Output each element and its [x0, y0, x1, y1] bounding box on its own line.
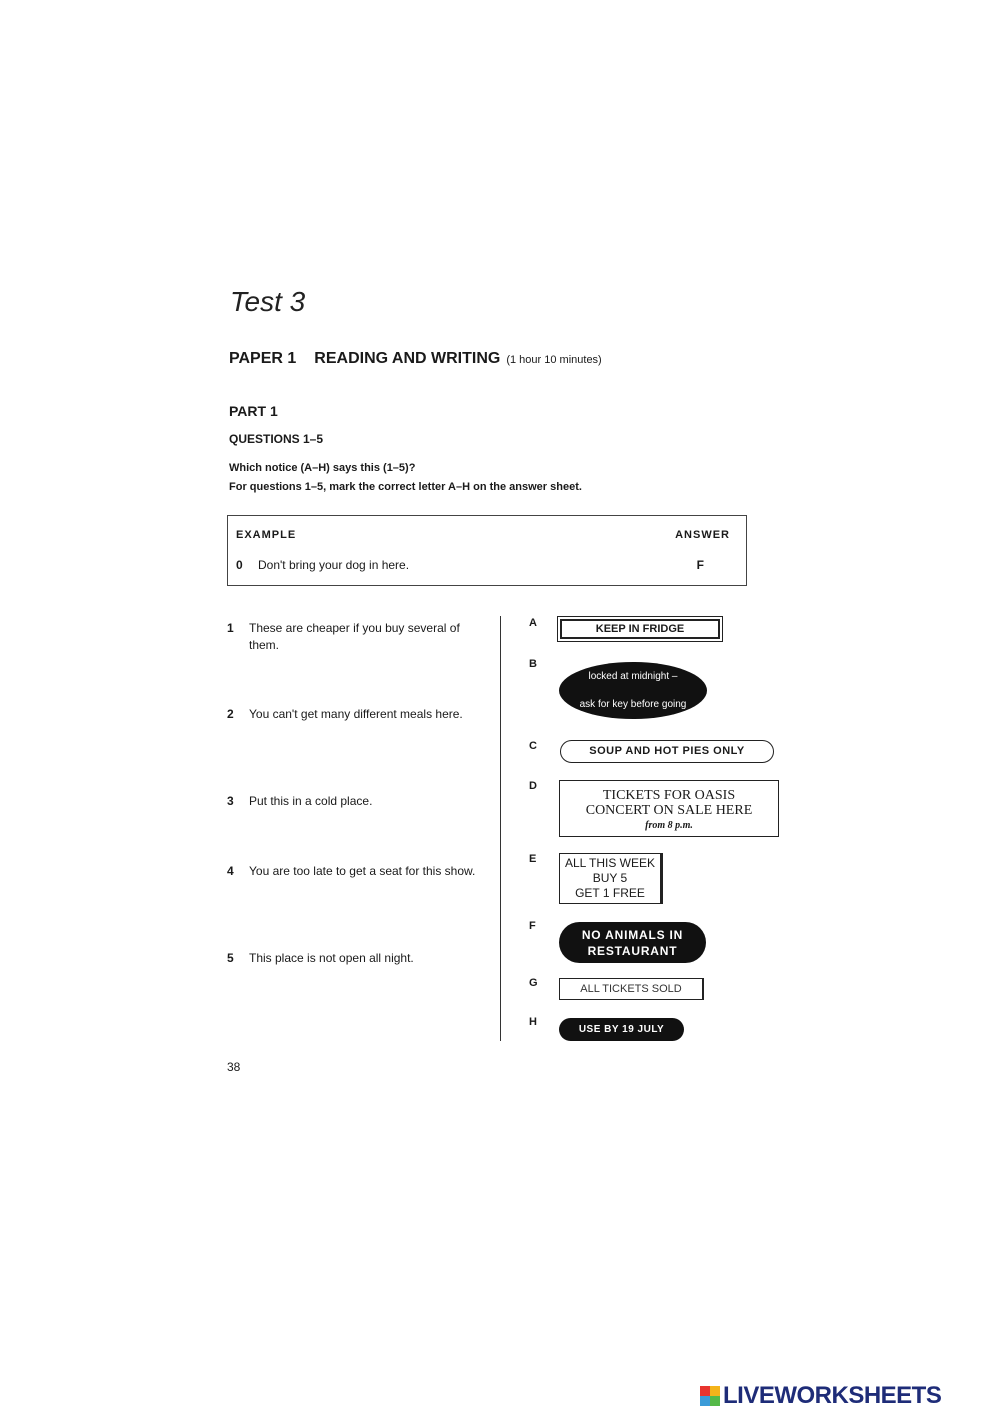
notice-letter: B	[529, 658, 537, 670]
question-number: 4	[227, 864, 234, 878]
question-number: 3	[227, 794, 234, 808]
instruction-line: For questions 1–5, mark the correct letter A–H on the answer sheet.	[229, 481, 582, 493]
question-text: This place is not open all night.	[249, 951, 414, 965]
example-number: 0	[236, 558, 243, 572]
example-answer-label: ANSWER	[675, 529, 730, 541]
notice-line: GET 1 FREE	[575, 886, 645, 900]
question-text: You can't get many different meals here.	[249, 707, 463, 721]
liveworksheets-brand[interactable]	[700, 1382, 941, 1410]
notice-g-sign: ALL TICKETS SOLD	[559, 978, 704, 1000]
paper-label: PAPER 1	[229, 350, 297, 367]
notice-letter: E	[529, 853, 537, 865]
notice-letter: H	[529, 1016, 537, 1028]
question-item	[227, 950, 477, 967]
notice-f-sign	[559, 922, 706, 963]
example-answer: F	[696, 558, 704, 572]
notice-letter: C	[529, 740, 537, 752]
page-title: Test 3	[230, 286, 306, 317]
brand-text: LIVEWORKSHEETS	[723, 1382, 942, 1409]
question-item	[227, 620, 477, 654]
notice-line: locked at midnight –	[588, 670, 678, 682]
question-number: 1	[227, 621, 234, 635]
paper-heading	[229, 350, 602, 368]
column-divider	[500, 616, 501, 1041]
notice-line: Door	[622, 642, 644, 654]
notice-line: NO ANIMALS IN	[581, 927, 684, 942]
question-item	[227, 863, 477, 880]
question-item	[227, 706, 477, 723]
notice-h-sign: USE BY 19 JULY	[559, 1018, 684, 1041]
notice-letter: D	[529, 780, 537, 792]
notice-letter: A	[529, 617, 537, 629]
instruction-line: Which notice (A–H) says this (1–5)?	[229, 462, 416, 474]
paper-duration: (1 hour 10 minutes)	[506, 354, 602, 366]
notice-line: RESTAURANT	[587, 943, 678, 958]
question-text: These are cheaper if you buy several of them.	[249, 621, 460, 652]
question-item	[227, 793, 477, 810]
notice-e-sign	[559, 853, 663, 904]
question-text: Put this in a cold place.	[249, 794, 373, 808]
question-text: You are too late to get a seat for this show.	[249, 864, 476, 878]
question-number: 2	[227, 707, 234, 721]
example-text: Don't bring your dog in here.	[258, 558, 410, 572]
notice-line: ALL THIS WEEK	[564, 856, 656, 870]
notice-letter: G	[529, 977, 538, 989]
paper-name: READING AND WRITING	[314, 350, 501, 367]
notice-line: ask for key before going	[579, 698, 687, 710]
notice-a-sign: KEEP IN FRIDGE	[560, 619, 720, 639]
notice-line: CONCERT ON SALE HERE	[585, 803, 753, 818]
example-label: EXAMPLE	[236, 529, 297, 541]
question-number: 5	[227, 951, 234, 965]
notice-line: out.	[624, 726, 642, 738]
liveworksheets-logo-icon	[700, 1386, 720, 1406]
notice-letter: F	[529, 920, 536, 932]
notice-c-sign: SOUP AND HOT PIES ONLY	[560, 740, 774, 763]
notice-b-sign	[559, 642, 707, 738]
notice-d-sign	[559, 780, 779, 837]
notice-line: from 8 p.m.	[645, 820, 693, 831]
notice-line: BUY 5	[592, 871, 628, 885]
example-box	[227, 515, 747, 586]
page-number: 38	[227, 1060, 241, 1074]
part-heading: PART 1	[229, 403, 278, 419]
notice-line: TICKETS FOR OASIS	[602, 788, 736, 803]
questions-heading: QUESTIONS 1–5	[229, 432, 324, 446]
